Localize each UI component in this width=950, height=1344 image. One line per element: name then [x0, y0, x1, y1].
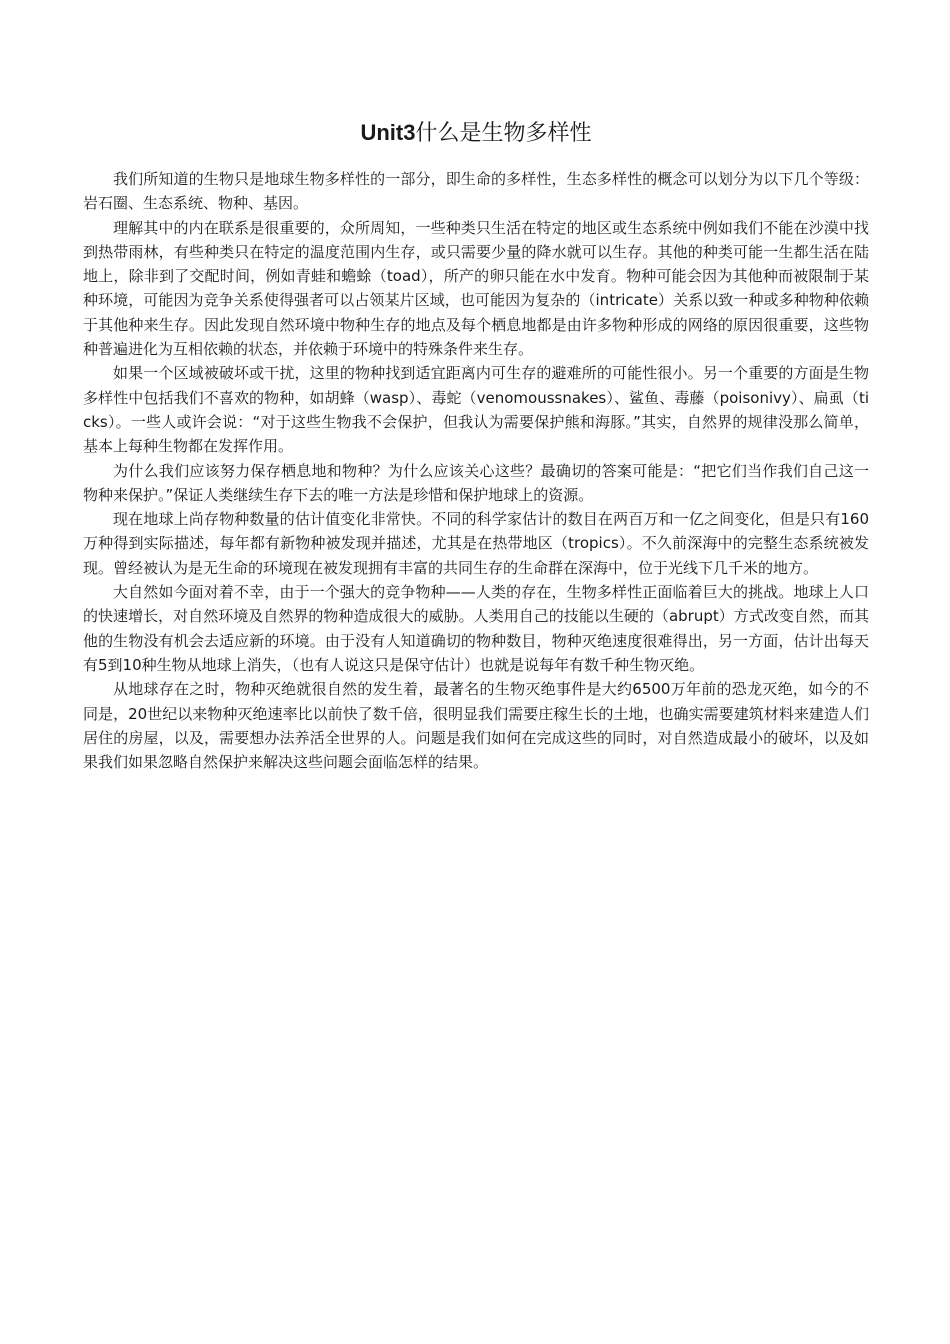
- paragraph-1: 我们所知道的生物只是地球生物多样性的一部分，即生命的多样性，生态多样性的概念可以划分为以下几个等级：岩石圈、生态系统、物种、基因。: [83, 170, 869, 213]
- paragraph-3: 如果一个区域被破坏或干扰，这里的物种找到适宜距离内可生存的避难所的可能性很小。另一个重要的方面是生物多样性中包括我们不喜欢的物种，如胡蜂（wasp）、毒蛇（venomoussnakes）、鲨鱼、毒藤（poisonivy）、扁虱（ticks）。一些人或许会说：“对于这些生物我不会保护，但我认为需要保护熊和海豚。”其实，自然界的规律没那么简单，基本上每种生物都在发挥作用。: [83, 364, 869, 456]
- paragraph-6: 大自然如今面对着不幸，由于一个强大的竞争物种——人类的存在，生物多样性正面临着巨大的挑战。地球上人口的快速增长，对自然环境及自然界的物种造成很大的威胁。人类用自己的技能以生硬的（abrupt）方式改变自然，而其他的生物没有机会去适应新的环境。由于没有人知道确切的物种数目，物种灭绝速度很难得出，另一方面，估计出每天有5到10种生物从地球上消失，（也有人说这只是保守估计）也就是说每年有数千种生物灭绝。: [83, 583, 869, 674]
- paragraph-7: 从地球存在之时，物种灭绝就很自然的发生着，最著名的生物灭绝事件是大约6500万年前的恐龙灭绝，如今的不同是，20世纪以来物种灭绝速率比以前快了数千倍，很明显我们需要庄稼生长的土地，也确实需要建筑材料来建造人们居住的房屋，以及，需要想办法养活全世界的人。问题是我们如何在完成这些的同时，对自然造成最小的破坏，以及如果我们如果忽略自然保护来解决这些问题会面临怎样的结果。: [83, 680, 869, 772]
- paragraph-4: 为什么我们应该努力保存栖息地和物种？为什么应该关心这些？最确切的答案可能是：“把它们当作我们自己这一物种来保护。”保证人类继续生存下去的唯一方法是珍惜和保护地球上的资源。: [83, 461, 869, 504]
- title-unit-label: Unit3: [360, 120, 416, 145]
- paragraph-5: 现在地球上尚存物种数量的估计值变化非常快。不同的科学家估计的数目在两百万和一亿之间变化，但是只有160万种得到实际描述，每年都有新物种被发现并描述，尤其是在热带地区（tropics）。不久前深海中的完整生态系统被发现。曾经被认为是无生命的环境现在被发现拥有丰富的共同生存的生命群在深海中，位于光线下几千米的地方。: [83, 510, 869, 577]
- paragraph-2: 理解其中的内在联系是很重要的，众所周知，一些种类只生活在特定的地区或生态系统中例如我们不能在沙漠中找到热带雨林，有些种类只在特定的温度范围内生存，或只需要少量的降水就可以生存。其他的种类可能一生都生活在陆地上，除非到了交配时间，例如青蛙和蟾蜍（toad），所产的卵只能在水中发育。物种可能会因为其他种而被限制于某种环境，可能因为竞争关系使得强者可以占领某片区域，也可能因为复杂的（intricate）关系以致一种或多种物种依赖于其他种来生存。因此发现自然环境中物种生存的地点及每个栖息地都是由许多物种形成的网络的原因很重要，这些物种普遍进化为互相依赖的状态，并依赖于环境中的特殊条件来生存。: [83, 218, 869, 359]
- page-title: [83, 114, 869, 153]
- title-text: 什么是生物多样性: [415, 121, 592, 146]
- document-page: [83, 114, 869, 774]
